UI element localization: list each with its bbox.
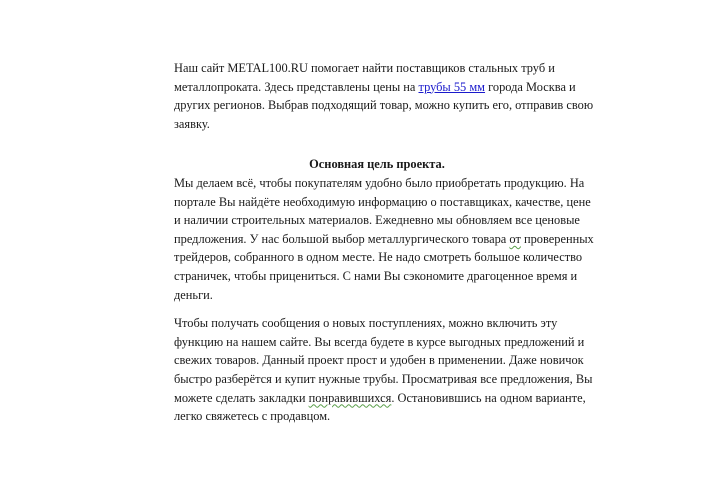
notifications-text-start: Чтобы получать сообщения о новых поступлениях, можно включить эту функцию на нашем сайте. Вы всегда будете в курсе выгодных предложений и свежих товаров. Данный проект прост и удобен в применении. Даже новичок быстро разберётся и купит нужные трубы. Просматривая все предложения, Вы можете сделать закладки	[174, 316, 593, 405]
intro-text-end: города Москва и других регионов. Выбрав подходящий товар, можно купить его, отправив свою заявку.	[174, 79, 594, 131]
goal-text-start: Мы делаем всё, чтобы покупателям удобно было приобретать продукцию. На портале Вы найдёте необходимую информацию о поставщиках, качестве, цене и наличии строительных материалов. Ежедневно мы обновляем все ценовые предложения. У нас большой выбор металлургического товара	[174, 175, 591, 246]
goal-text-end: проверенных трейдеров, собранного в одном месте. Не надо смотреть большое количество страничек, чтобы прицениться. С нами Вы сэкономите драгоценное время и деньги.	[174, 231, 594, 302]
grammar-marked-word: от	[509, 231, 521, 246]
section-heading: Основная цель проекта.	[309, 157, 445, 172]
pipes-55mm-link[interactable]: трубы 55 мм	[418, 79, 486, 94]
notifications-paragraph	[174, 314, 594, 426]
document-body	[174, 59, 594, 426]
grammar-marked-word: понравившихся	[308, 390, 392, 405]
goal-paragraph	[174, 174, 594, 304]
intro-paragraph	[174, 59, 594, 133]
notifications-text-end: . Остановившись на одном варианте, легко свяжетесь с продавцом.	[174, 390, 586, 424]
intro-text-start: Наш сайт METAL100.RU помогает найти поставщиков стальных труб и металлопроката. Здесь представлены цены на	[174, 61, 555, 94]
